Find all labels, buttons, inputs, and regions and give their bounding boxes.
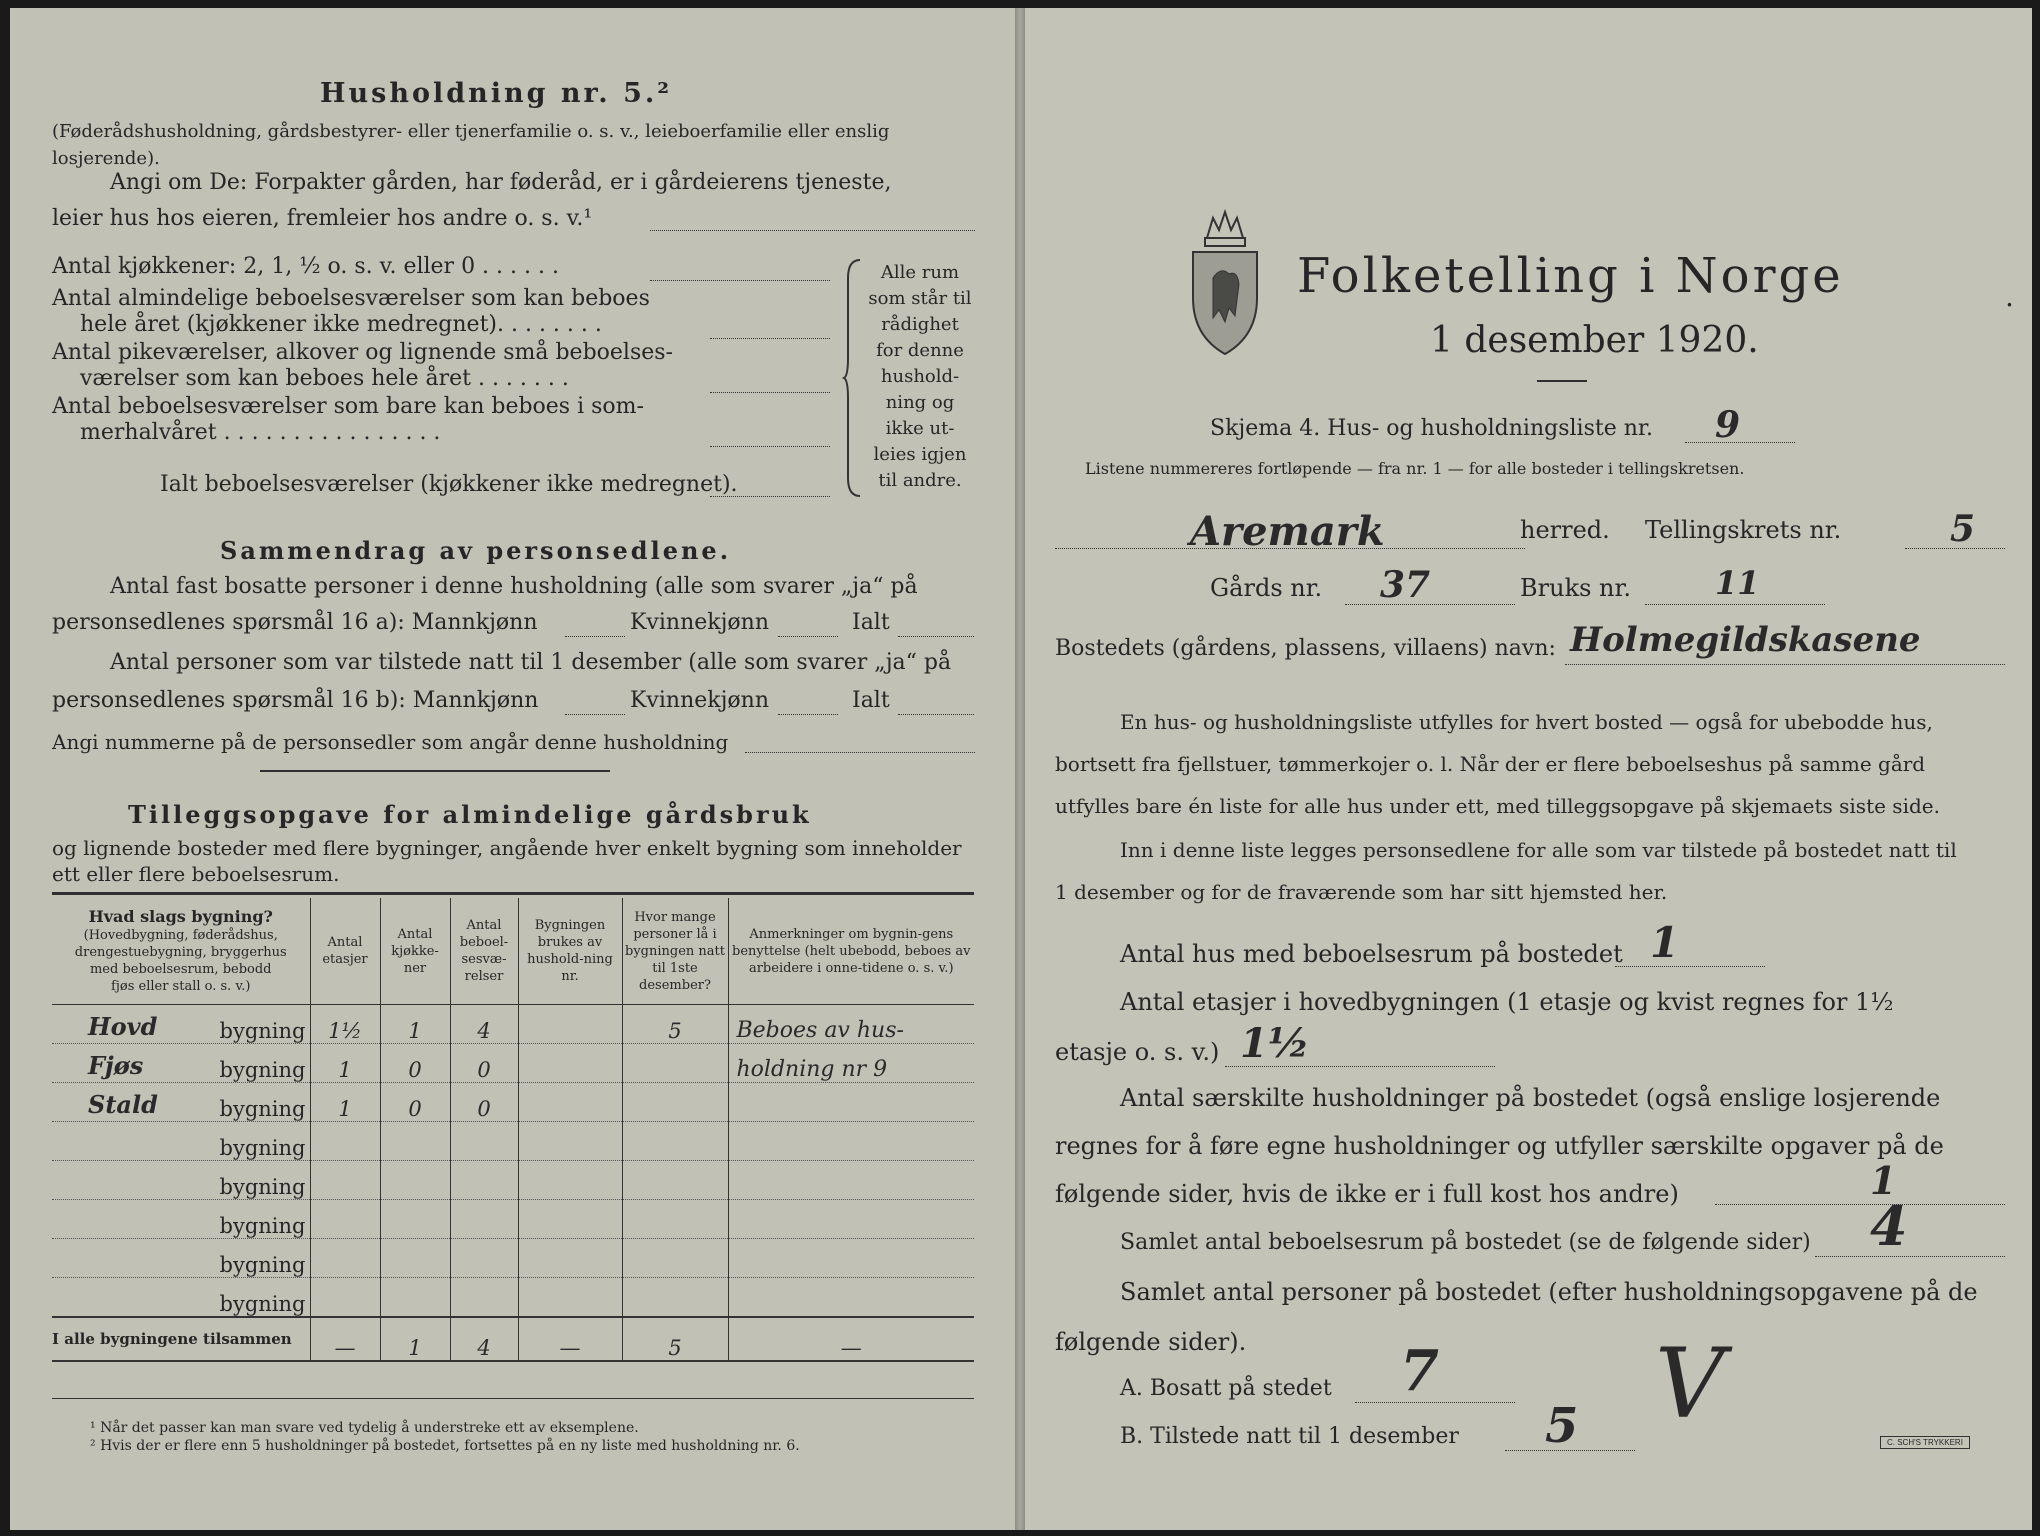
tilstede-value: 5: [1545, 1398, 1579, 1454]
footnote-1: ¹ Når det passer kan man svare ved tydelig å understreke ett av eksemplene.: [90, 1420, 639, 1436]
title-dot: .: [2005, 280, 2014, 313]
cell-vaerelser: [450, 1161, 518, 1200]
cell-anm: [728, 1278, 974, 1318]
building-type-cell: [52, 1200, 310, 1239]
etasjer-value: 1½: [1240, 1020, 1310, 1067]
tellingskrets-label: Tellingskrets nr.: [1645, 516, 1842, 544]
cell-kjokkener: [380, 1161, 450, 1200]
cell-etasjer: 1: [310, 1044, 380, 1083]
samlet-personer-label-1: Samlet antal personer på bostedet (efter husholdningsopgavene på de: [1120, 1278, 1978, 1306]
instr-4: Inn i denne liste legges personsedlene for alle som var tilstede på bostedet natt til: [1120, 838, 1957, 862]
fast-ialt-line: [898, 636, 974, 637]
building-type-cell: [52, 1083, 310, 1122]
gards-label: Gårds nr.: [1210, 574, 1323, 602]
angi-line2: leier hus hos eieren, fremleier hos andre o. s. v.¹: [52, 206, 593, 231]
building-type-cell: [52, 1278, 310, 1318]
total-kjokkener: 1: [380, 1317, 450, 1361]
tilstede-label: B. Tilstede natt til 1 desember: [1120, 1424, 1459, 1449]
footnote-2: ² Hvis der er flere enn 5 husholdninger på bostedet, fortsettes på en ny liste med husholdning nr. 6.: [90, 1438, 800, 1454]
sammendrag-tilstede1: Antal personer som var tilstede natt til 1 desember (alle som svarer „ja“ på: [110, 650, 952, 675]
etasjer-label-2: etasje o. s. v.): [1055, 1038, 1220, 1066]
cell-husholdning: [518, 1083, 622, 1122]
cell-kjokkener: [380, 1200, 450, 1239]
husholdninger-value: 1: [1870, 1158, 1897, 1203]
cell-anm: [728, 1083, 974, 1122]
instr-3: utfylles bare én liste for alle hus under ett, med tilleggsopgave på skjemaets siste side.: [1055, 794, 1940, 818]
fast-kvinne-label: Kvinnekjønn: [630, 610, 769, 635]
household-title: Husholdning nr. 5.²: [320, 78, 673, 109]
building-type-cell: [52, 1122, 310, 1161]
building-suffix: bygning: [219, 1097, 306, 1121]
samlet-rum-label: Samlet antal beboelsesrum på bostedet (se de følgende sider): [1120, 1230, 1811, 1255]
sammendrag-title: Sammendrag av personsedlene.: [220, 536, 732, 565]
bruks-label: Bruks nr.: [1520, 574, 1631, 602]
table-row: [52, 1005, 974, 1044]
cell-husholdning: [518, 1161, 622, 1200]
table-row: [52, 1200, 974, 1239]
building-suffix: bygning: [219, 1292, 306, 1316]
pike-line: [710, 392, 830, 393]
sammendrag-nummerne: Angi nummerne på de personsedler som angår denne husholdning: [52, 730, 729, 754]
samlet-personer-label-2: følgende sider).: [1055, 1328, 1247, 1356]
total-anm: —: [728, 1317, 974, 1361]
cell-personer: [622, 1239, 728, 1278]
col-header-personer: Hvor mange personer lå i bygningen natt til 1ste desember?: [622, 898, 728, 1005]
cell-vaerelser: 4: [450, 1005, 518, 1044]
printer-stamp: C. SCH'S TRYKKERI: [1880, 1436, 1970, 1449]
table-row: [52, 1239, 974, 1278]
tellingskrets-value: 5: [1950, 508, 1976, 550]
cell-etasjer: [310, 1161, 380, 1200]
tilstede-mann-line: [565, 714, 625, 715]
col-header-kjokkener: Antal kjøkke-ner: [380, 898, 450, 1005]
col-header-vaerelser: Antal beboel-sesvæ-relser: [450, 898, 518, 1005]
cell-etasjer: [310, 1239, 380, 1278]
building-suffix: bygning: [219, 1214, 306, 1238]
cell-husholdning: [518, 1044, 622, 1083]
rooms-alm1: Antal almindelige beboelsesværelser som kan beboes: [52, 286, 650, 311]
sammendrag-fast1: Antal fast bosatte personer i denne husholdning (alle som svarer „ja“ på: [110, 574, 918, 599]
cell-anm: [728, 1122, 974, 1161]
table-row: [52, 1161, 974, 1200]
rooms-ialt: Ialt beboelsesværelser (kjøkkener ikke medregnet).: [160, 472, 738, 497]
samlet-rum-value: 4: [1870, 1194, 1908, 1258]
angi-line1: Angi om De: Forpakter gården, har føderåd, er i gårdeierens tjeneste,: [110, 170, 892, 195]
total-label: I alle bygningene tilsammen: [52, 1317, 310, 1361]
building-suffix: bygning: [219, 1058, 306, 1082]
cell-kjokkener: 1: [380, 1005, 450, 1044]
col-header-etasjer: Antal etasjer: [310, 898, 380, 1005]
hus-label: Antal hus med beboelsesrum på bostedet: [1120, 940, 1623, 968]
total-personer: 5: [622, 1317, 728, 1361]
household-intro: (Føderådshusholdning, gårdsbestyrer- eller tjenerfamilie o. s. v., leieboerfamilie eller enslig losjerende).: [52, 121, 890, 169]
building-suffix: bygning: [219, 1136, 306, 1160]
cell-personer: [622, 1278, 728, 1318]
table-row: [52, 1044, 974, 1083]
cell-etasjer: 1: [310, 1083, 380, 1122]
building-suffix: bygning: [219, 1253, 306, 1277]
cell-vaerelser: [450, 1122, 518, 1161]
date-underline: [1537, 380, 1587, 382]
cell-etasjer: [310, 1278, 380, 1318]
cell-husholdning: [518, 1200, 622, 1239]
check-mark: V: [1655, 1328, 1725, 1440]
total-husholdning: —: [518, 1317, 622, 1361]
cell-vaerelser: [450, 1200, 518, 1239]
bosatt-label: A. Bosatt på stedet: [1120, 1376, 1332, 1401]
census-sheet: [10, 8, 2032, 1530]
sommer-line: [710, 446, 830, 447]
tilstede-kvinne-line: [778, 714, 838, 715]
rooms-sommer2: merhalvåret . . . . . . . . . . . . . . . .: [80, 420, 441, 445]
col-header-anmerkninger: Anmerkninger om bygnin-gens benyttelse (helt ubebodd, beboes av arbeidere i onne-tidene o. s. v.): [728, 898, 974, 1005]
cell-husholdning: [518, 1122, 622, 1161]
herred-label: herred.: [1520, 516, 1610, 544]
rooms-side-note: Alle rum som står til rådighet for denne hushold- ning og ikke ut- leies igjen til andre.: [868, 262, 972, 491]
skjema-label: Skjema 4. Hus- og husholdningsliste nr.: [1210, 416, 1653, 441]
fast-ialt-label: Ialt: [852, 610, 890, 635]
tillegg-sub1: og lignende bosteder med flere bygninger, angående hver enkelt bygning som inneholder: [52, 836, 962, 860]
census-date: 1 desember 1920.: [1430, 320, 1759, 361]
samlet-rum-line: [1815, 1256, 2005, 1257]
tillegg-sub2: ett eller flere beboelsesrum.: [52, 862, 340, 886]
bosatt-value: 7: [1400, 1338, 1439, 1404]
tilstede-ialt-label: Ialt: [852, 688, 890, 713]
cell-anm: [728, 1161, 974, 1200]
instr-2: bortsett fra fjellstuer, tømmerkojer o. l. Når der er flere beboelseshus på samme gård: [1055, 752, 1926, 776]
building-type: Fjøs: [88, 1051, 144, 1080]
right-page: [1025, 8, 2032, 1530]
cell-personer: [622, 1122, 728, 1161]
bosted-line: [1565, 664, 2005, 665]
col-header-type: Hvad slags bygning? (Hovedbygning, føderådshus, drengestuebygning, bryggerhus med beboelsesrum, bebodd fjøs eller stall o. s. v.): [52, 898, 310, 1005]
brace-icon: [842, 258, 866, 498]
cell-etasjer: 1½: [310, 1005, 380, 1044]
table-total-row: [52, 1317, 974, 1361]
table-row: [52, 1122, 974, 1161]
hus-value: 1: [1650, 918, 1680, 967]
section-divider: [260, 770, 610, 772]
rooms-alm2: hele året (kjøkkener ikke medregnet). . . . . . . .: [80, 312, 602, 337]
bosted-value: Holmegildskasene: [1570, 620, 1921, 660]
hus-line: [1615, 966, 1765, 967]
cell-husholdning: [518, 1278, 622, 1318]
cell-etasjer: [310, 1122, 380, 1161]
left-page: [10, 8, 1015, 1530]
nummerne-line: [745, 752, 975, 753]
gards-value: 37: [1380, 564, 1431, 606]
cell-vaerelser: 0: [450, 1044, 518, 1083]
alm-line: [710, 338, 830, 339]
footnote-rule: [52, 1398, 974, 1399]
cell-vaerelser: [450, 1239, 518, 1278]
rooms-pike2: værelser som kan beboes hele året . . . . . . .: [80, 366, 569, 391]
table-top-rule: [52, 892, 974, 895]
building-type-cell: [52, 1044, 310, 1083]
page-fold: [1015, 8, 1025, 1530]
building-type-cell: [52, 1005, 310, 1044]
cell-anm: [728, 1239, 974, 1278]
rooms-pike1: Antal pikeværelser, alkover og lignende små beboelses-: [52, 340, 673, 365]
cell-personer: 5: [622, 1005, 728, 1044]
total-etasjer: —: [310, 1317, 380, 1361]
building-type-cell: [52, 1239, 310, 1278]
cell-personer: [622, 1200, 728, 1239]
cell-personer: [622, 1044, 728, 1083]
cell-anm: holdning nr 9: [728, 1044, 974, 1083]
instr-5: 1 desember og for de fraværende som har sitt hjemsted her.: [1055, 880, 1668, 904]
etasjer-label-1: Antal etasjer i hovedbygningen (1 etasje og kvist regnes for 1½: [1120, 988, 1894, 1016]
cell-kjokkener: [380, 1239, 450, 1278]
building-type: Hovd: [88, 1012, 158, 1041]
husholdninger-label-2: regnes for å føre egne husholdninger og utfyller særskilte opgaver på de: [1055, 1132, 1944, 1160]
cell-kjokkener: [380, 1122, 450, 1161]
instr-1: En hus- og husholdningsliste utfylles for hvert bosted — også for ubebodde hus,: [1120, 710, 1933, 734]
husholdninger-line: [1715, 1204, 2005, 1205]
table-row: [52, 1083, 974, 1122]
bruks-line: [1645, 604, 1825, 605]
ialt-line: [710, 496, 830, 497]
cell-etasjer: [310, 1200, 380, 1239]
listene-note: Listene nummereres fortløpende — fra nr. 1 — for alle bosteder i tellingskretsen.: [1085, 459, 1745, 478]
husholdninger-label-3: følgende sider, hvis de ikke er i full kost hos andre): [1055, 1180, 1679, 1208]
kjokkener-line: [650, 280, 830, 281]
building-type-cell: [52, 1161, 310, 1200]
cell-kjokkener: [380, 1278, 450, 1318]
cell-kjokkener: 0: [380, 1044, 450, 1083]
rooms-kjokkener: Antal kjøkkener: 2, 1, ½ o. s. v. eller 0 . . . . . .: [52, 254, 559, 279]
cell-vaerelser: 0: [450, 1083, 518, 1122]
cell-personer: [622, 1083, 728, 1122]
fast-kvinne-line: [778, 636, 838, 637]
husholdninger-label-1: Antal særskilte husholdninger på bostedet (også enslige losjerende: [1120, 1084, 1941, 1112]
total-vaerelser: 4: [450, 1317, 518, 1361]
fast-mann-line: [565, 636, 625, 637]
building-type: Stald: [88, 1090, 158, 1119]
building-suffix: bygning: [219, 1019, 306, 1043]
tillegg-title: Tilleggsopgave for almindelige gårdsbruk: [128, 800, 812, 829]
cell-anm: [728, 1200, 974, 1239]
table-header-row: [52, 898, 974, 1005]
sammendrag-fast2: personsedlenes spørsmål 16 a): Mannkjønn: [52, 610, 538, 635]
bruks-value: 11: [1715, 564, 1760, 602]
cell-anm: Beboes av hus-: [728, 1005, 974, 1044]
cell-husholdning: [518, 1005, 622, 1044]
angi-answer-line: [650, 230, 975, 231]
cell-vaerelser: [450, 1278, 518, 1318]
cell-husholdning: [518, 1239, 622, 1278]
table-row: [52, 1278, 974, 1318]
sammendrag-tilstede2: personsedlenes spørsmål 16 b): Mannkjønn: [52, 688, 539, 713]
census-title: Folketelling i Norge: [1297, 248, 1844, 304]
tilstede-ialt-line: [898, 714, 974, 715]
col-header-husholdning: Bygningen brukes av hushold-ning nr.: [518, 898, 622, 1005]
rooms-sommer1: Antal beboelsesværelser som bare kan beboes i som-: [52, 394, 644, 419]
bosted-label: Bostedets (gårdens, plassens, villaens) navn:: [1055, 636, 1556, 661]
building-suffix: bygning: [219, 1175, 306, 1199]
cell-kjokkener: 0: [380, 1083, 450, 1122]
buildings-table: [52, 898, 974, 1362]
herred-value: Aremark: [1190, 508, 1385, 555]
coat-of-arms-icon: [1185, 208, 1265, 358]
skjema-nr: 9: [1715, 404, 1741, 446]
cell-personer: [622, 1161, 728, 1200]
tilstede-kvinne-label: Kvinnekjønn: [630, 688, 769, 713]
